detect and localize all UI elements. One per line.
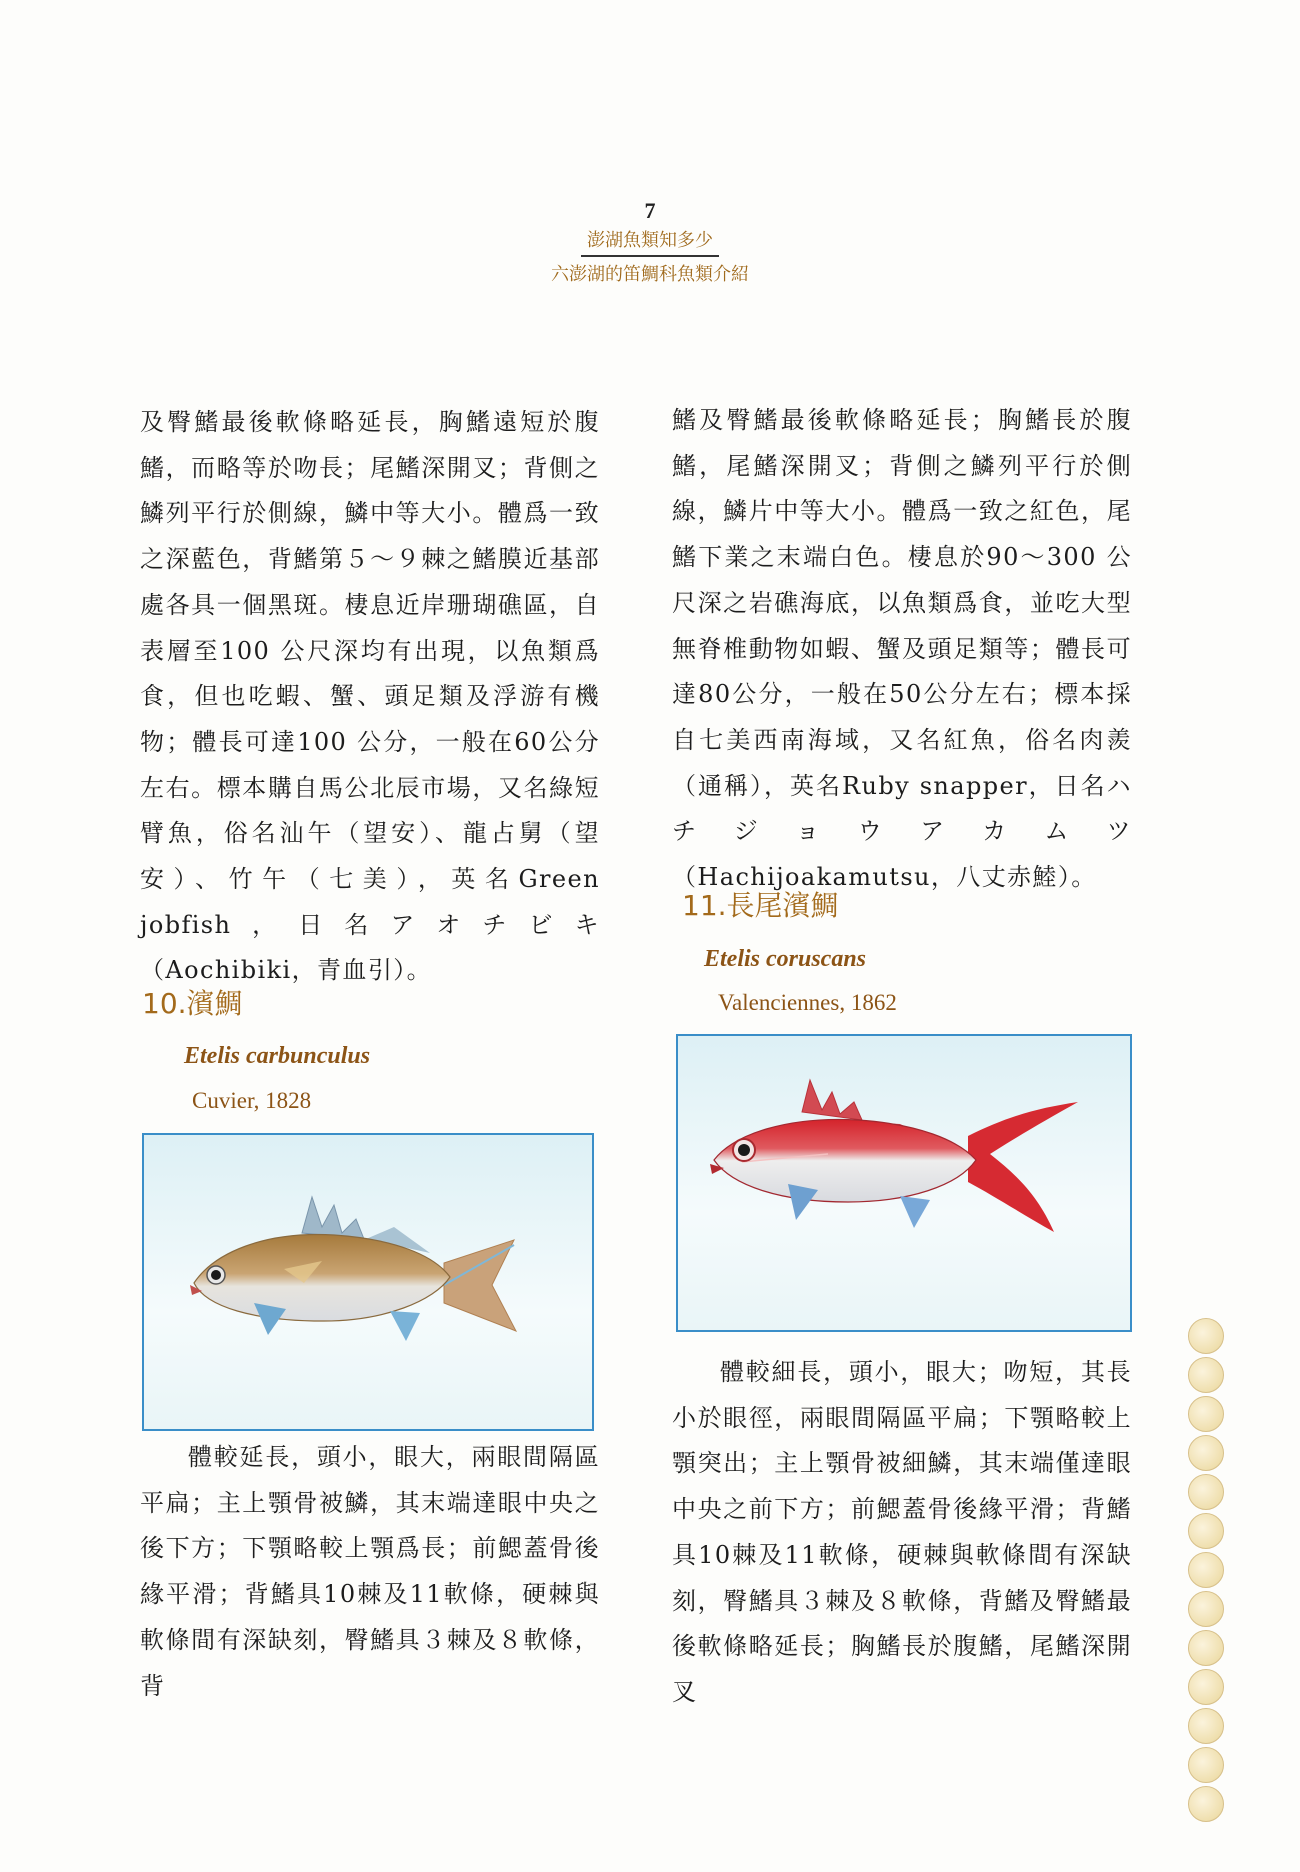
decorative-circle [1188, 1357, 1224, 1393]
book-title: 澎湖魚類知多少 [581, 226, 719, 257]
species-10-title: 濱鯛 [186, 987, 243, 1020]
species-11-description: 體較細長，頭小，眼大；吻短，其長小於眼徑，兩眼間隔區平扁；下顎略較上顎突出；主上顎骨被細鱗，其末端僅達眼中央之前下方；前鰓蓋骨後緣平滑；背鰭具10棘及11軟條，硬棘與軟條間有深缺刻，臀鰭具３棘及８軟條，背鰭及臀鰭最後軟條略延長；胸鰭長於腹鰭，尾鰭深開叉 [672, 1358, 1132, 1706]
fish-illustration [678, 1036, 1130, 1330]
etelis-coruscans-photo [676, 1034, 1132, 1332]
species-11-scientific-name: Etelis coruscans [704, 946, 867, 972]
species-10-number: 10. [142, 987, 187, 1020]
species-11-number: 11. [682, 889, 727, 922]
decorative-circle [1188, 1513, 1224, 1549]
species-11-author: Valenciennes, 1862 [718, 990, 897, 1015]
left-intro-paragraph: 及臀鰭最後軟條略延長，胸鰭遠短於腹鰭，而略等於吻長；尾鰭深開叉；背側之鱗列平行於側線，鱗中等大小。體爲一致之深藍色，背鰭第５～９棘之鰭膜近基部處各具一個黑斑。棲息近岸珊瑚礁區，自表層至100 公尺深均有出現，以魚類爲食，但也吃蝦、蟹、頭足類及浮游有機物；體長可達100 公分，一般在60公分左右。標本購自馬公北辰市場，又名綠短臂魚，俗名汕午（望安）、龍占舅（望安）、竹午（七美），英名Green jobfish，日名アオチビキ（Aochibiki，青血引）。 [140, 408, 600, 985]
decorative-circle [1188, 1318, 1224, 1354]
decorative-circle [1188, 1708, 1224, 1744]
species-10-author: Cuvier, 1828 [192, 1088, 312, 1113]
decorative-circle [1188, 1669, 1224, 1705]
decorative-circle [1188, 1474, 1224, 1510]
species-10-description: 體較延長，頭小，眼大，兩眼間隔區平扁；主上顎骨被鱗，其末端達眼中央之後下方；下顎略較上顎爲長；前鰓蓋骨後緣平滑；背鰭具10棘及11軟條，硬棘與軟條間有深缺刻，臀鰭具３棘及８軟條，背 [140, 1443, 600, 1700]
chapter-title: 六澎湖的笛鯛科魚類介紹 [551, 264, 749, 285]
decorative-border [1180, 1318, 1232, 1825]
decorative-circle [1188, 1552, 1224, 1588]
decorative-circle [1188, 1591, 1224, 1627]
right-column [672, 398, 1132, 1706]
decorative-circle [1188, 1786, 1224, 1822]
species-11-title: 長尾濱鯛 [726, 889, 839, 922]
species-11-heading [682, 884, 839, 924]
species-10-scientific-name: Etelis carbunculus [184, 1043, 371, 1069]
decorative-circle [1188, 1630, 1224, 1666]
page-header [0, 198, 1300, 286]
decorative-circle [1188, 1747, 1224, 1783]
page-number: 7 [644, 198, 656, 223]
etelis-carbunculus-photo [142, 1133, 594, 1431]
fish-illustration [144, 1135, 592, 1429]
decorative-circle [1188, 1435, 1224, 1471]
right-intro-paragraph: 鰭及臀鰭最後軟條略延長；胸鰭長於腹鰭，尾鰭深開叉；背側之鱗列平行於側線，鱗片中等大小。體爲一致之紅色，尾鰭下業之末端白色。棲息於90～300 公尺深之岩礁海底，以魚類爲食，並吃大型無脊椎動物如蝦、蟹及頭足類等；體長可達80公分，一般在50公分左右；標本採自七美西南海域，又名紅魚，俗名肉羨（通稱），英名Ruby snapper，日名ハチジョウアカムツ（Hachijoakamutsu，八丈赤鯥）。 [672, 406, 1132, 892]
decorative-circle [1188, 1396, 1224, 1432]
species-10-heading [142, 982, 243, 1022]
